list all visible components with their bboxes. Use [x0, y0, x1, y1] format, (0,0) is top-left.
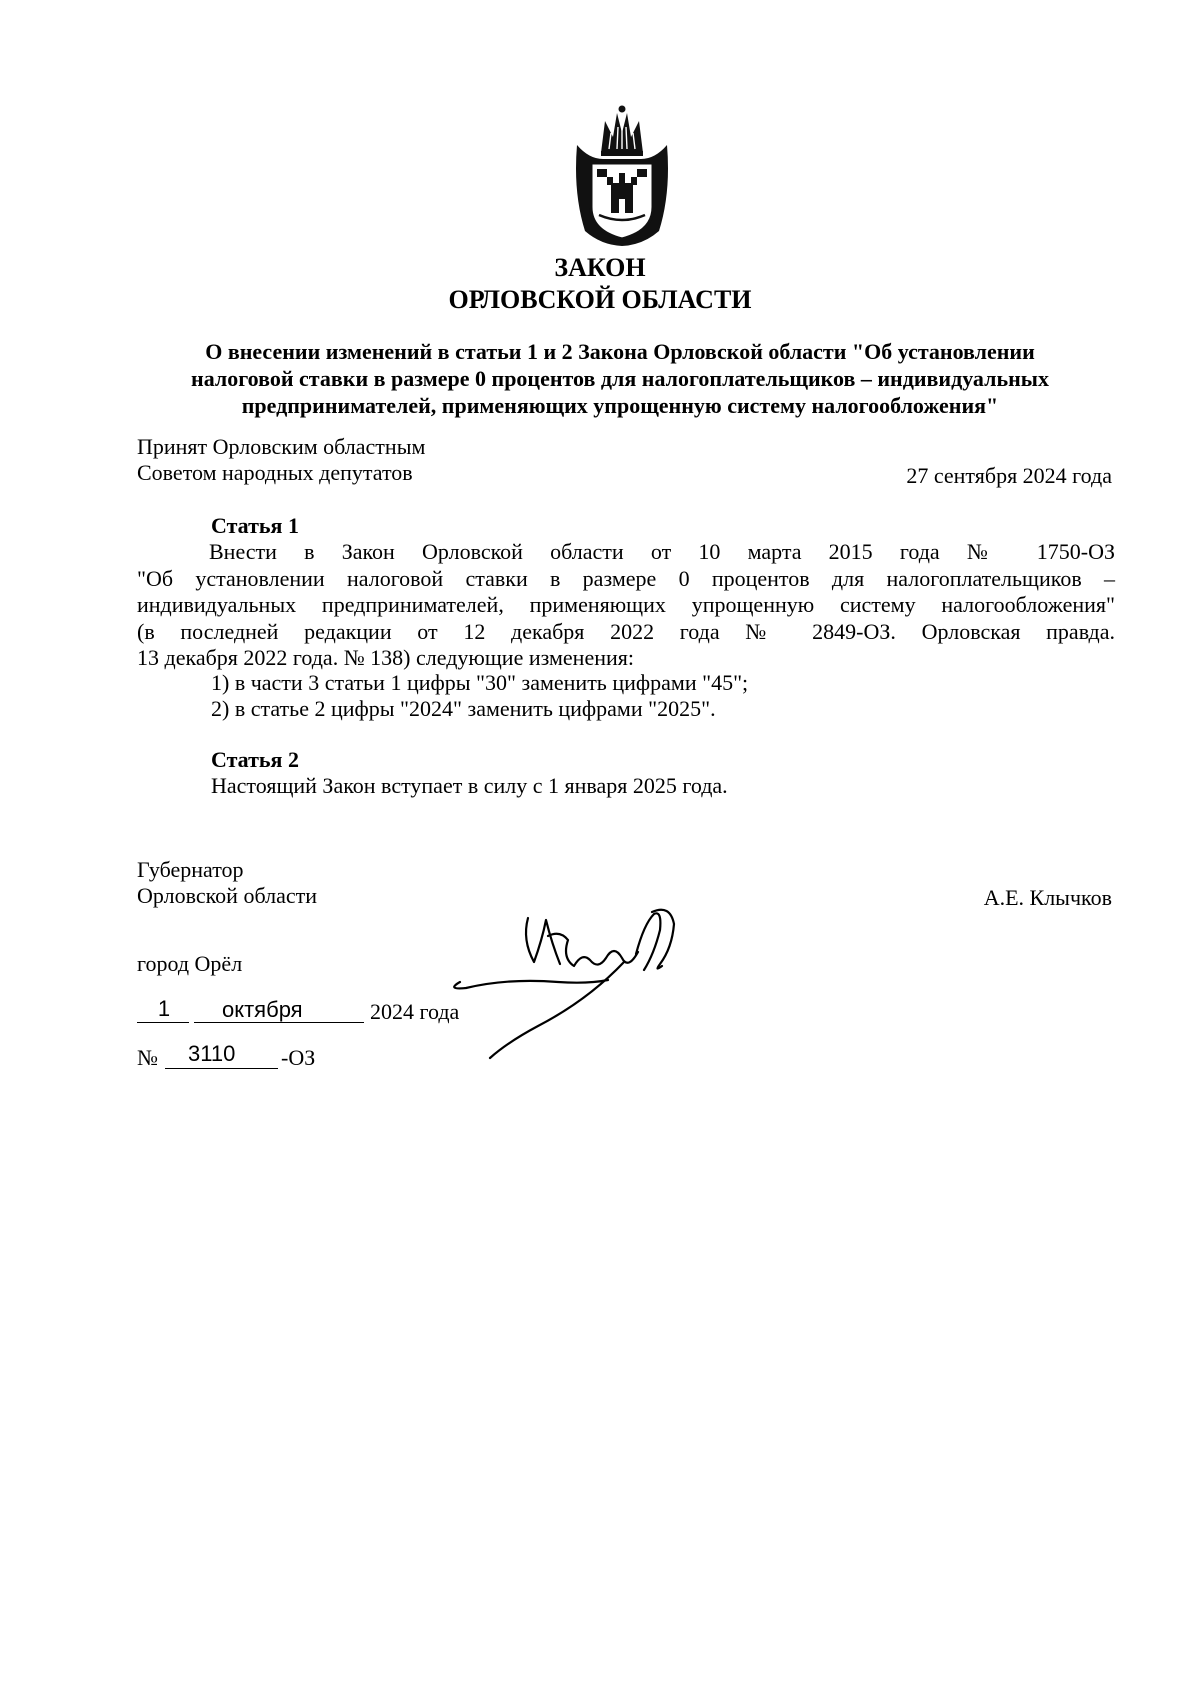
subject-line-1: О внесении изменений в статьи 1 и 2 Закона Орловской области "Об установлении [205, 339, 1035, 364]
subject-line-2: налоговой ставки в размере 0 процентов для налогоплательщиков – индивидуальных [191, 366, 1049, 391]
article-1-item-2: 2) в статье 2 цифры "2024" заменить цифрами "2025". [211, 696, 716, 721]
signatory-position-line-2: Орловской области [137, 883, 317, 908]
signing-year: 2024 года [370, 999, 460, 1024]
signing-month: октября [222, 997, 303, 1022]
law-number-suffix: -ОЗ [281, 1045, 316, 1070]
coat-of-arms-emblem [571, 103, 674, 248]
subject-line-3: предпринимателей, применяющих упрощенную систему налогообложения" [241, 393, 999, 418]
signatory-position-line-1: Губернатор [137, 857, 244, 882]
signing-day: 1 [157, 996, 171, 1021]
city: город Орёл [137, 951, 243, 976]
article-1-text-line-3: индивидуальных предпринимателей, применяющих упрощенную систему налогообложения" [137, 592, 1115, 617]
adoption-date: 27 сентября 2024 года [906, 463, 1112, 488]
adopted-by-line-2: Советом народных депутатов [137, 460, 413, 485]
law-number: 3110 [188, 1041, 236, 1066]
article-1-heading: Статья 1 [211, 513, 299, 538]
signing-month-underline [194, 1022, 364, 1023]
document-title-line-2: ОРЛОВСКОЙ ОБЛАСТИ [448, 285, 752, 314]
law-number-underline [165, 1068, 278, 1069]
signing-day-underline [137, 1022, 189, 1023]
adopted-by-line-1: Принят Орловским областным [137, 434, 426, 459]
article-1-text-line-4: (в последней редакции от 12 декабря 2022 года № 2849-ОЗ. Орловская правда. [137, 618, 1115, 644]
orel-oblast-coat-of-arms-icon [571, 103, 674, 248]
article-1-item-1: 1) в части 3 статьи 1 цифры "30" заменить цифрами "45"; [211, 670, 749, 695]
article-1-text-line-2: "Об установлении налоговой ставки в размере 0 процентов для налогоплательщиков – [137, 565, 1115, 591]
article-1-text-line-5: 13 декабря 2022 года. № 138) следующие изменения: [137, 645, 634, 670]
article-2-text: Настоящий Закон вступает в силу с 1 января 2025 года. [211, 773, 728, 798]
article-1-body [137, 539, 1115, 672]
article-2-heading: Статья 2 [211, 747, 299, 772]
document-title-line-1: ЗАКОН [554, 253, 646, 282]
article-1-text-line-1: Внести в Закон Орловской области от 10 марта 2015 года № 1750-ОЗ [209, 539, 1115, 564]
law-number-prefix: № [137, 1045, 158, 1070]
handwritten-signature [448, 900, 708, 1060]
signatory-name: А.Е. Клычков [983, 885, 1112, 910]
